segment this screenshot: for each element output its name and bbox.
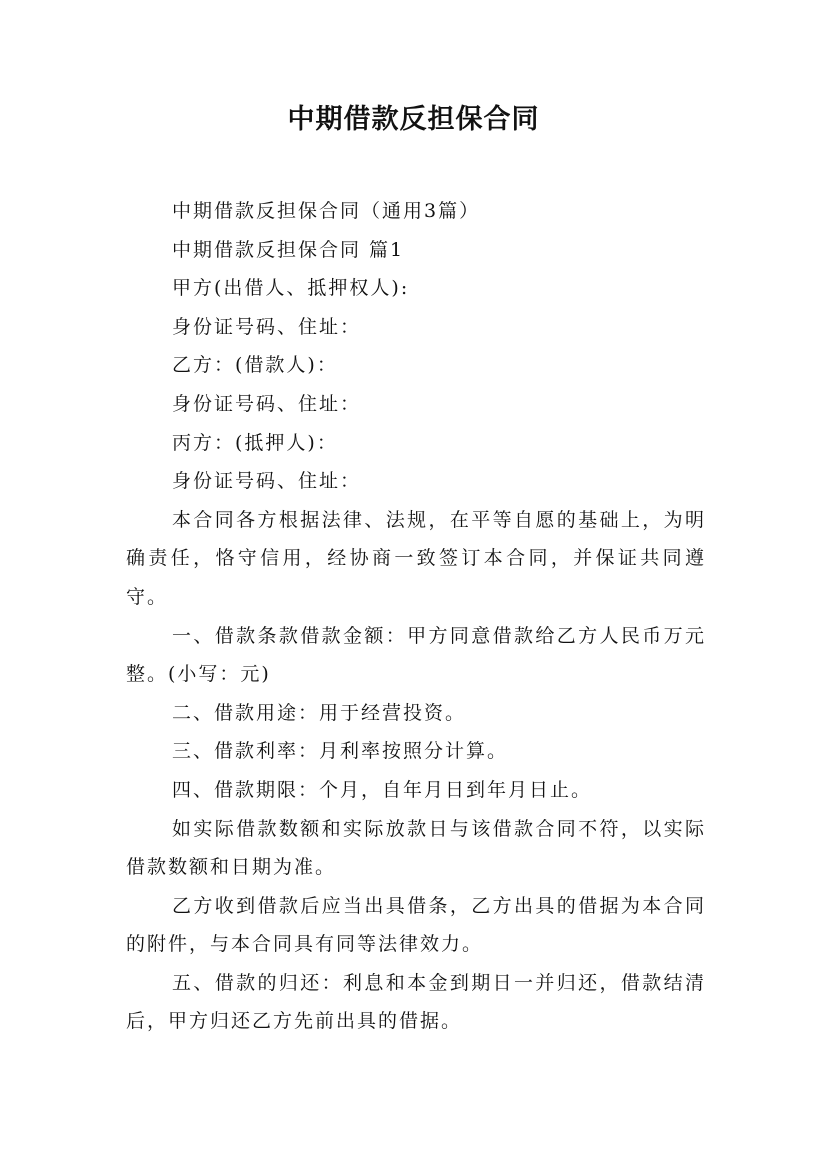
paragraph-subtitle: 中期借款反担保合同（通用3篇） (172, 200, 481, 222)
paragraph-clause-1: 一、借款条款借款金额：甲方同意借款给乙方人民币万元整。(小写：元) (126, 624, 706, 686)
paragraph-party-b: 乙方：(借款人)： (172, 354, 338, 377)
paragraph-party-b-id: 身份证号码、住址： (172, 392, 362, 415)
paragraph-clause-2: 二、借款用途：用于经营投资。 (172, 701, 467, 724)
document-body (126, 192, 706, 1041)
paragraph-party-c: 丙方：(抵押人)： (172, 431, 338, 454)
paragraph-party-a: 甲方(出借人、抵押权人): (172, 277, 410, 300)
paragraph-party-a-id: 身份证号码、住址： (172, 315, 362, 338)
document-title: 中期借款反担保合同 (287, 104, 540, 135)
paragraph-section-heading: 中期借款反担保合同 篇1 (172, 238, 405, 261)
paragraph-actual-amount: 如实际借款数额和实际放款日与该借款合同不符，以实际借款数额和日期为准。 (126, 817, 706, 879)
paragraph-preamble: 本合同各方根据法律、法规，在平等自愿的基础上，为明确责任，恪守信用，经协商一致签订本合同，并保证共同遵守。 (126, 508, 706, 608)
paragraph-clause-5: 五、借款的归还：利息和本金到期日一并归还，借款结清后，甲方归还乙方先前出具的借据。 (126, 971, 706, 1033)
paragraph-receipt: 乙方收到借款后应当出具借条，乙方出具的借据为本合同的附件，与本合同具有同等法律效力。 (126, 894, 706, 956)
paragraph-clause-4: 四、借款期限：个月，自年月日到年月日止。 (172, 778, 593, 801)
paragraph-party-c-id: 身份证号码、住址： (172, 470, 362, 493)
paragraph-clause-3: 三、借款利率：月利率按照分计算。 (172, 740, 509, 763)
